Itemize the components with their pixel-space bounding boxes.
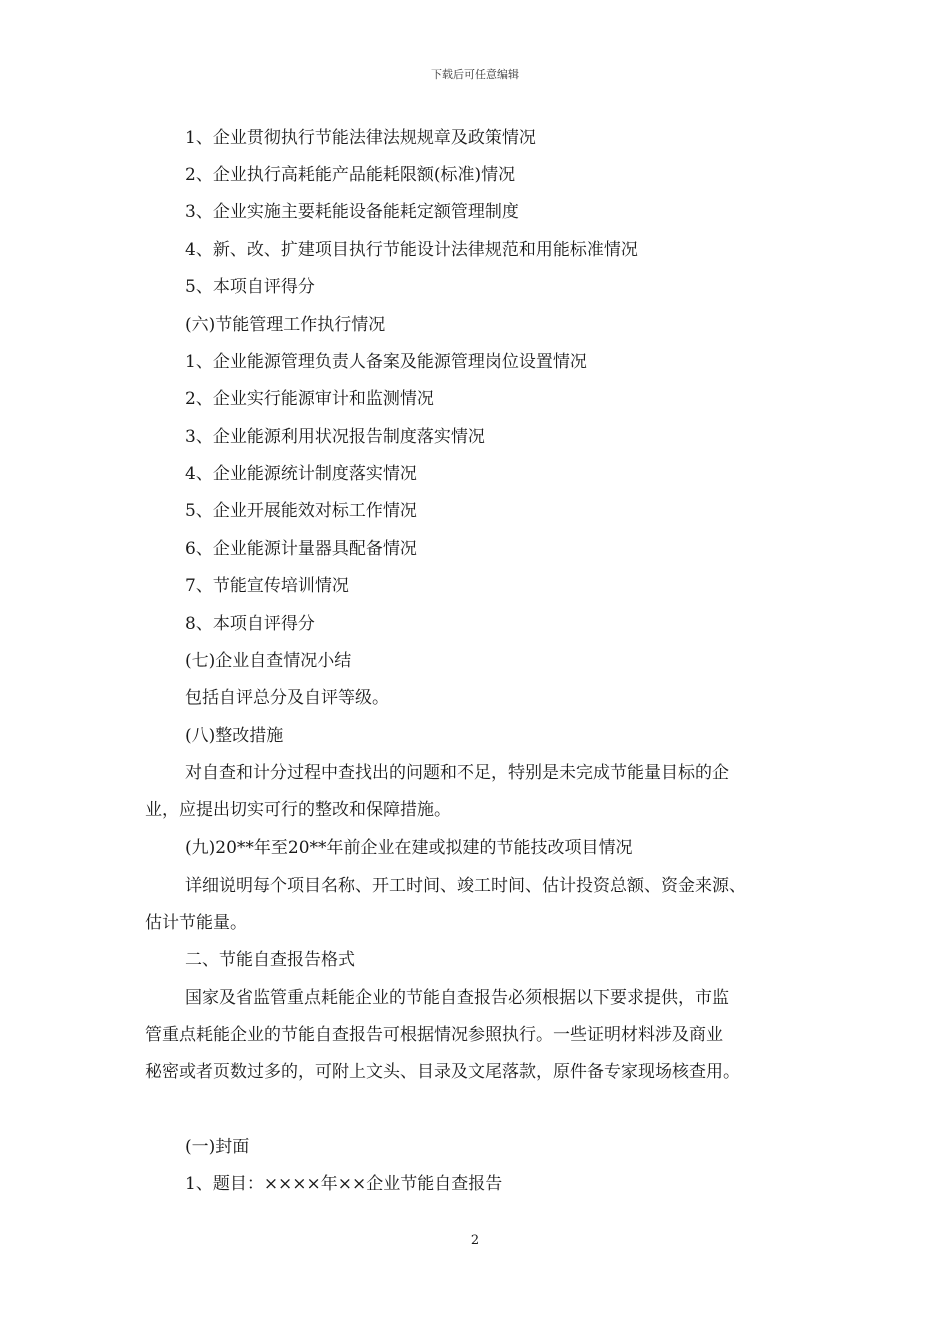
list-item: 1、企业贯彻执行节能法律法规规章及政策情况: [185, 128, 536, 148]
list-item: 2、企业执行高耗能产品能耗限额(标准)情况: [185, 165, 516, 185]
section-heading: (一)封面: [185, 1137, 250, 1157]
paragraph-text: 估计节能量。: [145, 913, 247, 933]
list-item: 3、企业实施主要耗能设备能耗定额管理制度: [185, 202, 519, 222]
paragraph-text: 业，应提出切实可行的整改和保障措施。: [145, 800, 451, 820]
paragraph-text: 包括自评总分及自评等级。: [185, 688, 389, 708]
section-heading: (九)20**年至20**年前企业在建或拟建的节能技改项目情况: [185, 838, 633, 858]
list-item: 8、本项自评得分: [185, 614, 315, 634]
paragraph-text: 对自查和计分过程中查找出的问题和不足，特别是未完成节能量目标的企: [185, 763, 729, 783]
list-item: 6、企业能源计量器具配备情况: [185, 539, 417, 559]
paragraph-text: 国家及省监管重点耗能企业的节能自查报告必须根据以下要求提供，市监: [185, 988, 729, 1008]
list-item: 4、新、改、扩建项目执行节能设计法律规范和用能标准情况: [185, 240, 638, 260]
list-item: 4、企业能源统计制度落实情况: [185, 464, 417, 484]
page-number: 2: [470, 1233, 480, 1248]
section-heading: (八)整改措施: [185, 726, 284, 746]
list-item: 3、企业能源利用状况报告制度落实情况: [185, 427, 485, 447]
list-item: 5、企业开展能效对标工作情况: [185, 501, 417, 521]
list-item: 5、本项自评得分: [185, 277, 315, 297]
paragraph-text: 管重点耗能企业的节能自查报告可根据情况参照执行。一些证明材料涉及商业: [145, 1025, 723, 1045]
page-header: 下载后可任意编辑: [431, 68, 519, 81]
section-heading: 二、节能自查报告格式: [185, 950, 355, 970]
list-item: 7、节能宣传培训情况: [185, 576, 349, 596]
paragraph-text: 秘密或者页数过多的，可附上文头、目录及文尾落款，原件备专家现场核查用。: [145, 1062, 740, 1082]
section-heading: (七)企业自查情况小结: [185, 651, 352, 671]
paragraph-text: 详细说明每个项目名称、开工时间、竣工时间、估计投资总额、资金来源、: [185, 876, 746, 896]
list-item: 1、企业能源管理负责人备案及能源管理岗位设置情况: [185, 352, 587, 372]
list-item: 1、题目：××××年××企业节能自查报告: [185, 1174, 503, 1194]
section-heading: (六)节能管理工作执行情况: [185, 315, 386, 335]
list-item: 2、企业实行能源审计和监测情况: [185, 389, 434, 409]
